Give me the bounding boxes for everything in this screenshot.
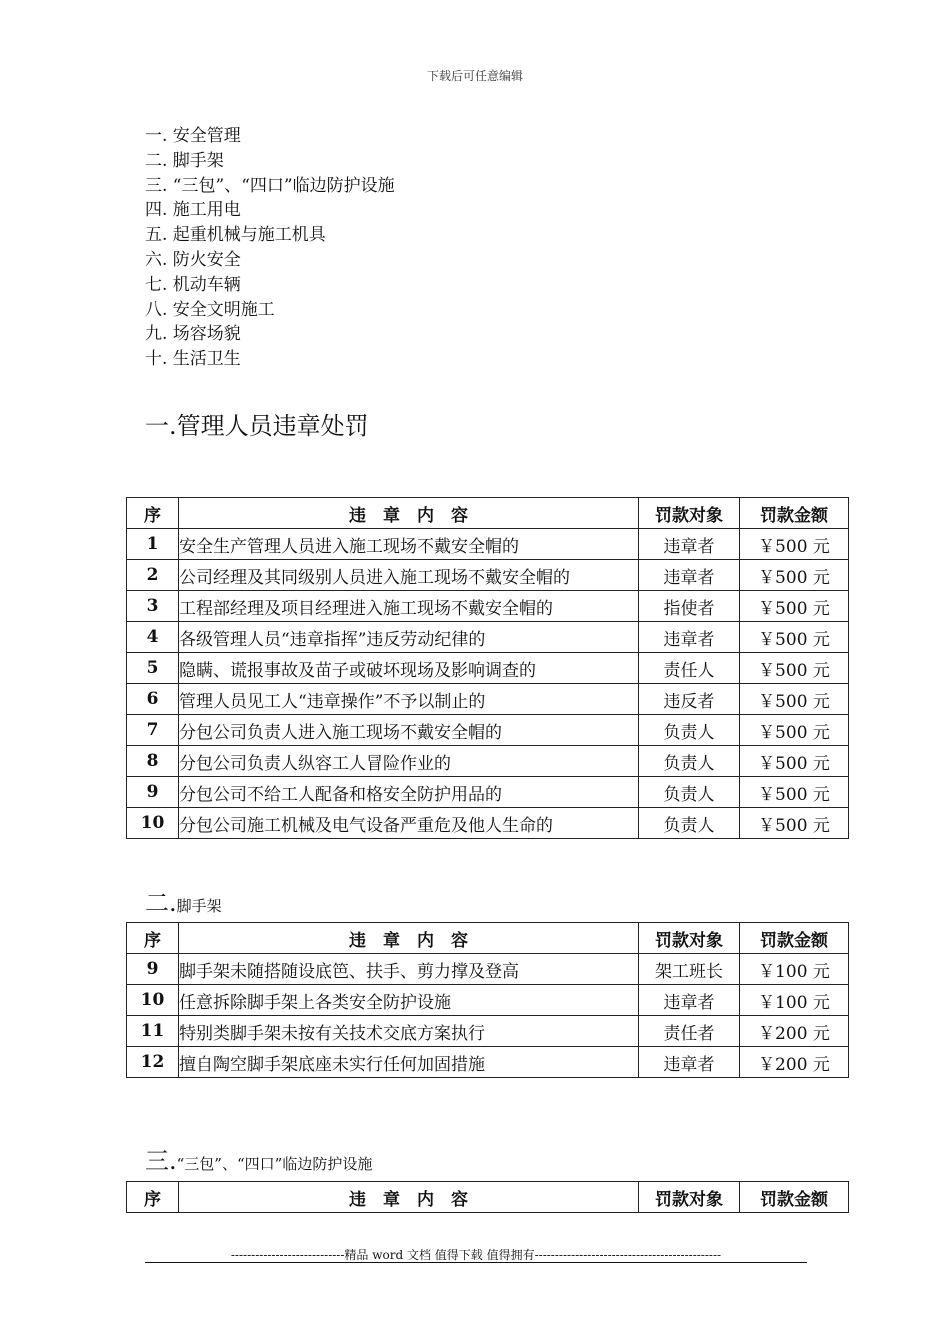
table-header-row [127,498,849,529]
row-seq: 1 [127,529,179,560]
row-content: 擅自陶空脚手架底座未实行任何加固措施 [179,1047,639,1078]
row-seq: 4 [127,622,179,653]
row-seq: 12 [127,1047,179,1078]
row-amount: ￥500 元 [740,777,849,808]
page-header: 下载后可任意编辑 [426,69,523,83]
table-header-row [127,923,849,954]
section-2-number: 二. [145,889,177,917]
row-target: 负责人 [639,808,740,839]
table-row [127,808,849,839]
row-content: 脚手架未随搭随设底笆、扶手、剪力撑及登高 [179,954,639,985]
header-amount: 罚款金额 [740,923,849,954]
row-content: 分包公司施工机械及电气设备严重危及他人生命的 [179,808,639,839]
row-seq: 11 [127,1016,179,1047]
header-target: 罚款对象 [639,923,740,954]
toc-item: 十. 生活卫生 [145,349,241,370]
row-amount: ￥500 元 [740,653,849,684]
row-content: 工程部经理及项目经理进入施工现场不戴安全帽的 [179,591,639,622]
header-target: 罚款对象 [639,498,740,529]
row-amount: ￥200 元 [740,1016,849,1047]
toc-item: 一. 安全管理 [145,126,241,146]
toc-item: 九. 场容场貌 [145,324,241,345]
section-1-title: 一.管理人员违章处罚 [145,412,369,440]
row-target: 负责人 [639,777,740,808]
row-content: 安全生产管理人员进入施工现场不戴安全帽的 [179,529,639,560]
table-row [127,954,849,985]
table-row [127,529,849,560]
row-content: 管理人员见工人“违章操作”不予以制止的 [179,684,639,715]
row-target: 违反者 [639,684,740,715]
table-row [127,684,849,715]
section-1-table [126,497,849,839]
row-target: 负责人 [639,746,740,777]
row-amount: ￥500 元 [740,560,849,591]
row-amount: ￥500 元 [740,591,849,622]
row-seq: 10 [127,985,179,1016]
row-content: 各级管理人员“违章指挥”违反劳动纪律的 [179,622,639,653]
section-3-table [126,1181,849,1213]
row-target: 违章者 [639,1047,740,1078]
row-target: 指使者 [639,591,740,622]
toc-item: 二. 脚手架 [145,150,224,171]
row-amount: ￥500 元 [740,746,849,777]
row-target: 违章者 [639,622,740,653]
table-row [127,985,849,1016]
row-target: 责任者 [639,1016,740,1047]
toc-item: 五. 起重机械与施工机具 [145,225,326,246]
table-of-contents [145,124,395,372]
row-seq: 7 [127,715,179,746]
header-amount: 罚款金额 [740,498,849,529]
table-row [127,653,849,684]
table-row [127,1016,849,1047]
row-seq: 10 [127,808,179,839]
table-row [127,591,849,622]
table-row [127,777,849,808]
row-seq: 9 [127,954,179,985]
row-amount: ￥500 元 [740,715,849,746]
row-seq: 6 [127,684,179,715]
toc-item: 三. “三包”、“四口”临边防护设施 [145,175,395,196]
row-content: 特别类脚手架未按有关技术交底方案执行 [179,1016,639,1047]
footer-divider [145,1262,807,1263]
row-amount: ￥500 元 [740,622,849,653]
row-content: 分包公司不给工人配备和格安全防护用品的 [179,777,639,808]
row-target: 违章者 [639,529,740,560]
row-amount: ￥500 元 [740,684,849,715]
row-seq: 5 [127,653,179,684]
row-target: 违章者 [639,985,740,1016]
row-amount: ￥100 元 [740,985,849,1016]
header-content: 违 章 内 容 [179,923,639,954]
row-target: 责任人 [639,653,740,684]
section-3-title [145,1141,372,1176]
section-3-label: “三包”、“四口”临边防护设施 [176,1155,373,1173]
toc-item: 四. 施工用电 [145,200,241,221]
row-target: 违章者 [639,560,740,591]
row-seq: 8 [127,746,179,777]
toc-item: 八. 安全文明施工 [145,299,275,320]
row-amount: ￥200 元 [740,1047,849,1078]
header-content: 违 章 内 容 [179,498,639,529]
row-content: 公司经理及其同级别人员进入施工现场不戴安全帽的 [179,560,639,591]
section-2-table [126,922,849,1078]
toc-item: 六. 防火安全 [145,249,241,270]
table-row [127,715,849,746]
row-content: 任意拆除脚手架上各类安全防护设施 [179,985,639,1016]
header-target: 罚款对象 [639,1182,740,1213]
table-row [127,622,849,653]
row-seq: 2 [127,560,179,591]
table-header-row [127,1182,849,1213]
header-seq: 序 [127,1182,179,1213]
row-target: 架工班长 [639,954,740,985]
header-amount: 罚款金额 [740,1182,849,1213]
row-content: 隐瞒、谎报事故及苗子或破坏现场及影响调查的 [179,653,639,684]
toc-item: 七. 机动车辆 [145,274,241,295]
row-amount: ￥100 元 [740,954,849,985]
page-footer: ----------------------------精品 word 文档 值得下载 值得拥有---------------------------------------------- [230,1248,722,1262]
row-seq: 3 [127,591,179,622]
table-row [127,560,849,591]
table-row [127,746,849,777]
section-2-title [145,883,222,918]
section-2-label: 脚手架 [176,897,222,915]
row-amount: ￥500 元 [740,808,849,839]
header-seq: 序 [127,923,179,954]
row-seq: 9 [127,777,179,808]
row-amount: ￥500 元 [740,529,849,560]
row-content: 分包公司负责人纵容工人冒险作业的 [179,746,639,777]
row-content: 分包公司负责人进入施工现场不戴安全帽的 [179,715,639,746]
section-3-number: 三. [145,1147,177,1175]
table-row [127,1047,849,1078]
header-content: 违 章 内 容 [179,1182,639,1213]
header-seq: 序 [127,498,179,529]
row-target: 负责人 [639,715,740,746]
